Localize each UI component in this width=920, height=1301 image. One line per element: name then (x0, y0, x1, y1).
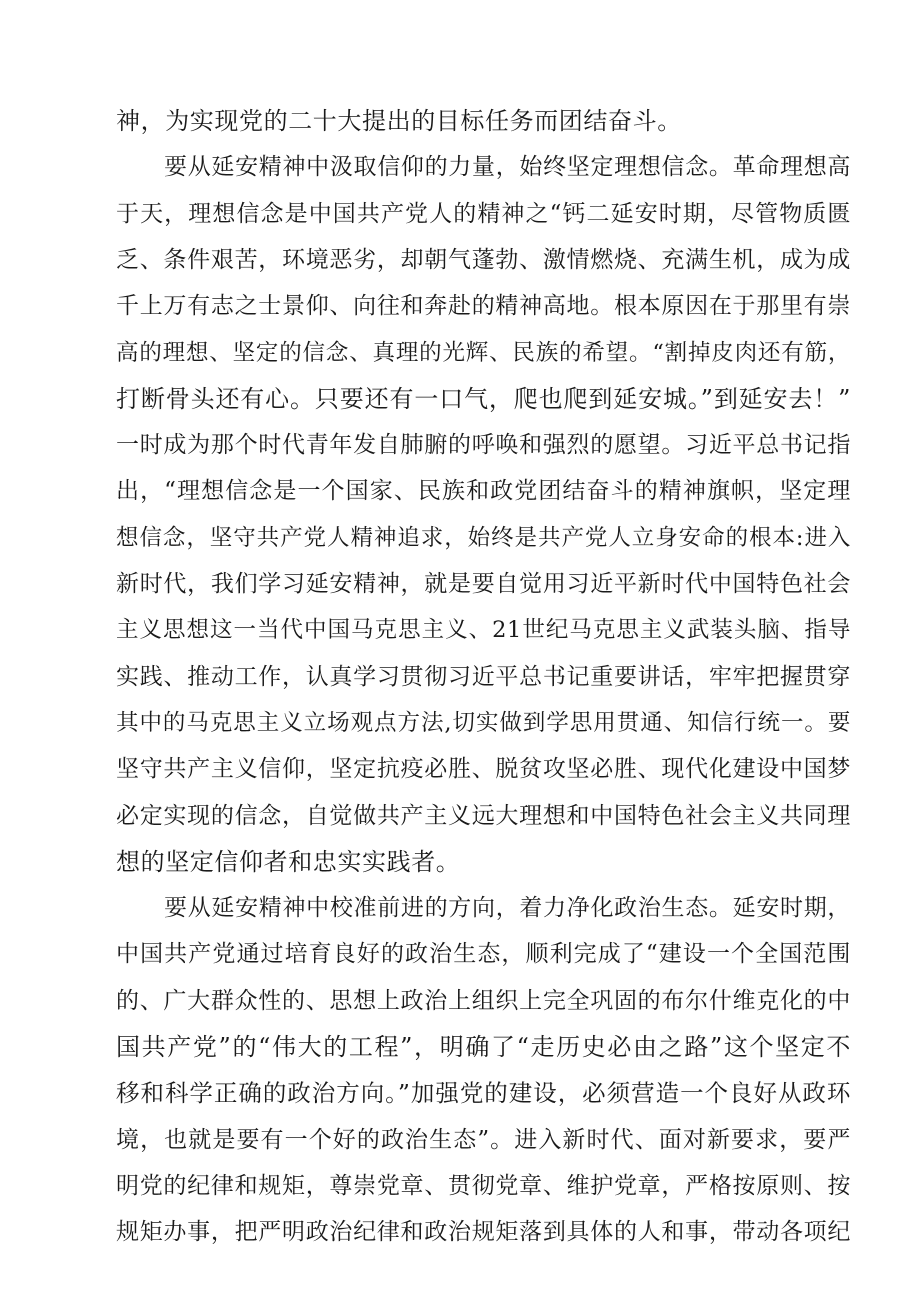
text-line: 于天，理想信念是中国共产党人的精神之“钙二延安时期，尽管物质匮 (116, 200, 851, 227)
text-line: 主义思想这一当代中国马克思主义、21世纪马克思主义武装头脑、指导 (116, 617, 851, 644)
text-line: 新时代，我们学习延安精神，就是要自觉用习近平新时代中国特色社会 (116, 571, 851, 597)
text-line: 必定实现的信念，自觉做共产主义远大理想和中国特色社会主义共同理 (116, 802, 851, 829)
text-line: 想的坚定信仰者和忠实实践者。 (116, 847, 461, 876)
text-line: 乏、条件艰苦，环境恶劣，却朝气蓬勃、激情燃烧、充满生机，成为成 (116, 246, 851, 273)
text-line: 规矩办事，把严明政治纪律和政治规矩落到具体的人和事，带动各项纪 (116, 1219, 851, 1246)
text-line: 坚守共产主义信仰，坚定抗疫必胜、脱贫攻坚必胜、现代化建设中国梦 (116, 756, 851, 783)
text-line: 明党的纪律和规矩，尊崇党章、贯彻党章、维护党章，严格按原则、按 (116, 1172, 851, 1199)
text-line: 中国共产党通过培育良好的政治生态，顺利完成了“建设一个全国范围 (116, 941, 851, 968)
text-line: 出，“理想信念是一个国家、民族和政党团结奋斗的精神旗帜，坚定理 (116, 478, 851, 505)
text-line: 打断骨头还有心。只要还有一口气，爬也爬到延安城。”到延安去！” (116, 384, 851, 413)
text-line: 想信念，坚守共产党人精神追求，始终是共产党人立身安命的根本:进入 (116, 524, 851, 551)
text-line: 神，为实现党的二十大提出的目标任务而团结奋斗。 (116, 107, 682, 135)
text-line: 国共产党”的“伟大的工程”，明确了“走历史必由之路”这个坚定不 (116, 1033, 851, 1061)
text-line: 的、广大群众性的、思想上政治上组织上完全巩固的布尔什维克化的中 (116, 987, 851, 1014)
text-line: 一时成为那个时代青年发自肺腑的呼唤和强烈的愿望。习近平总书记指 (116, 432, 851, 459)
text-line: 移和科学正确的政治方向。”加强党的建设，必须营造一个良好从政环 (116, 1079, 851, 1108)
text-line: 要从延安精神中汲取信仰的力量，始终坚定理想信念。革命理想高 (164, 154, 851, 181)
text-line: 千上万有志之士景仰、向往和奔赴的精神高地。根本原因在于那里有崇 (116, 293, 851, 320)
text-line: 境，也就是要有一个好的政治生态”。进入新时代、面对新要求，要严 (116, 1126, 851, 1153)
text-line: 实践、推动工作，认真学习贯彻习近平总书记重要讲话，牢牢把握贯穿 (116, 663, 851, 690)
text-line: 高的理想、坚定的信念、真理的光辉、民族的希望。“割掉皮肉还有筋， (116, 339, 851, 366)
text-line: 要从延安精神中校准前进的方向，着力净化政治生态。延安时期， (164, 895, 851, 922)
text-line: 其中的马克思主义立场观点方法,切实做到学思用贯通、知信行统一。要 (116, 709, 851, 736)
